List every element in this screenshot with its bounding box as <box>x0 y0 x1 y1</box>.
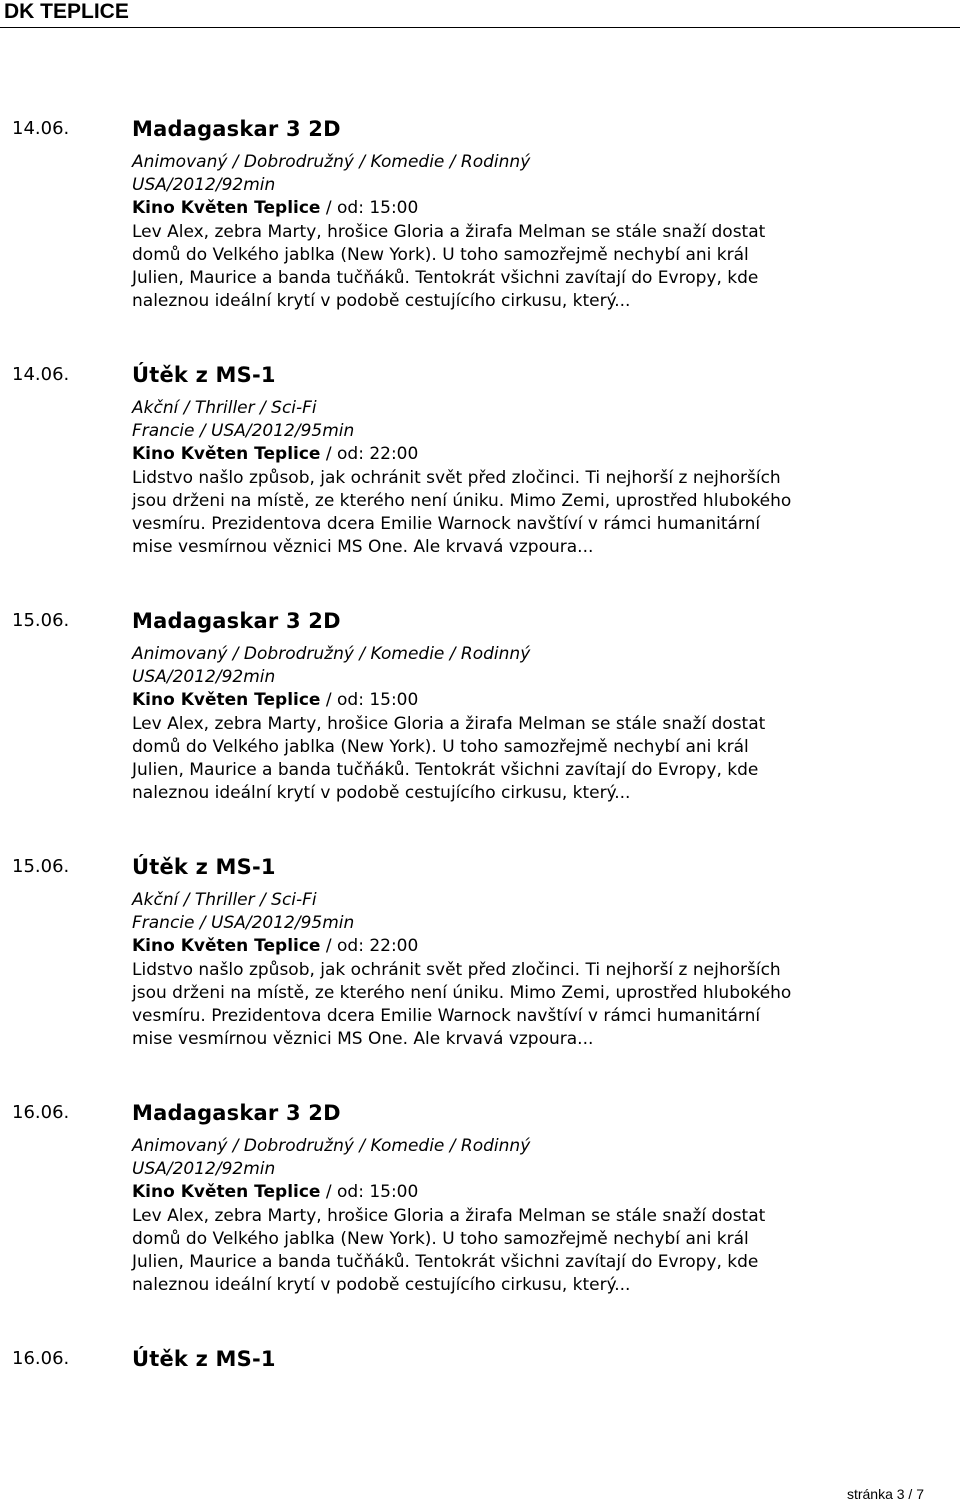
movie-genre: Animovaný / Dobrodružný / Komedie / Rodinný <box>132 1136 531 1156</box>
movie-description <box>132 713 872 806</box>
movie-description <box>132 959 872 1052</box>
screening-time: / od: 15:00 <box>320 198 419 219</box>
description-line: Lev Alex, zebra Marty, hrošice Gloria a žirafa Melman se stále snaží dostat <box>132 1205 766 1226</box>
description-line: Julien, Maurice a banda tučňáků. Tentokrát všichni zavítají do Evropy, kde <box>132 268 759 289</box>
description-line: vesmíru. Prezidentova dcera Emilie Warnock navštíví v rámci humanitární <box>132 514 761 535</box>
movie-description <box>132 467 872 560</box>
screening-venue-time <box>132 935 872 958</box>
description-line: Lidstvo našlo způsob, jak ochránit svět před zločinci. Ti nejhorší z nejhorších <box>132 959 781 980</box>
header-divider <box>0 27 960 28</box>
movie-info <box>132 889 872 1051</box>
movie-title: Madagaskar 3 2D <box>132 117 341 141</box>
movie-title: Útěk z MS-1 <box>132 855 276 879</box>
movie-genre: Akční / Thriller / Sci-Fi <box>132 398 317 418</box>
page-number: stránka 3 / 7 <box>846 1486 924 1502</box>
description-line: domů do Velkého jablka (New York). U toho samozřejmě nechybí ani král <box>132 736 749 757</box>
screening-date: 15.06. <box>12 610 70 631</box>
movie-info <box>132 151 872 313</box>
movie-title: Madagaskar 3 2D <box>132 1101 341 1125</box>
movie-title: Útěk z MS-1 <box>132 363 276 387</box>
description-line: naleznou ideální krytí v podobě cestujícího cirkusu, který... <box>132 783 631 804</box>
screening-venue-time <box>132 443 872 466</box>
cinema-name: Kino Květen Teplice <box>132 444 321 465</box>
description-line: jsou drženi na místě, ze kterého není úniku. Mimo Zemi, uprostřed hlubokého <box>132 982 792 1003</box>
description-line: domů do Velkého jablka (New York). U toho samozřejmě nechybí ani král <box>132 244 749 265</box>
screening-date: 16.06. <box>12 1348 70 1369</box>
description-line: vesmíru. Prezidentova dcera Emilie Warnock navštíví v rámci humanitární <box>132 1006 761 1027</box>
movie-description <box>132 221 872 314</box>
screening-venue-time <box>132 197 872 220</box>
movie-genre: Akční / Thriller / Sci-Fi <box>132 890 317 910</box>
movie-origin: Francie / USA/2012/95min <box>132 913 355 934</box>
description-line: Lev Alex, zebra Marty, hrošice Gloria a žirafa Melman se stále snaží dostat <box>132 221 766 242</box>
screening-date: 16.06. <box>12 1102 70 1123</box>
movie-origin: USA/2012/92min <box>132 1159 276 1180</box>
screening-time: / od: 15:00 <box>320 690 419 711</box>
movie-description <box>132 1205 872 1298</box>
description-line: jsou drženi na místě, ze kterého není úniku. Mimo Zemi, uprostřed hlubokého <box>132 490 792 511</box>
movie-title: Útěk z MS-1 <box>132 1347 276 1371</box>
movie-genre: Animovaný / Dobrodružný / Komedie / Rodinný <box>132 152 531 172</box>
screening-time: / od: 15:00 <box>320 1182 419 1203</box>
screening-date: 14.06. <box>12 118 70 139</box>
cinema-name: Kino Květen Teplice <box>132 1182 321 1203</box>
movie-origin: USA/2012/92min <box>132 175 276 196</box>
cinema-name: Kino Květen Teplice <box>132 690 321 711</box>
movie-genre: Animovaný / Dobrodružný / Komedie / Rodinný <box>132 644 531 664</box>
movie-info <box>132 643 872 805</box>
description-line: naleznou ideální krytí v podobě cestujícího cirkusu, který... <box>132 291 631 312</box>
movie-title: Madagaskar 3 2D <box>132 609 341 633</box>
screening-venue-time <box>132 1181 872 1204</box>
screening-time: / od: 22:00 <box>320 936 419 957</box>
description-line: domů do Velkého jablka (New York). U toho samozřejmě nechybí ani král <box>132 1228 749 1249</box>
movie-origin: Francie / USA/2012/95min <box>132 421 355 442</box>
screening-date: 15.06. <box>12 856 70 877</box>
movie-info <box>132 397 872 559</box>
screening-time: / od: 22:00 <box>320 444 419 465</box>
description-line: mise vesmírnou věznici MS One. Ale krvavá vzpoura... <box>132 537 594 558</box>
description-line: Lev Alex, zebra Marty, hrošice Gloria a žirafa Melman se stále snaží dostat <box>132 713 766 734</box>
cinema-name: Kino Květen Teplice <box>132 198 321 219</box>
page-header-title: DK TEPLICE <box>4 0 129 23</box>
cinema-name: Kino Květen Teplice <box>132 936 321 957</box>
screening-venue-time <box>132 689 872 712</box>
description-line: mise vesmírnou věznici MS One. Ale krvavá vzpoura... <box>132 1029 594 1050</box>
description-line: Julien, Maurice a banda tučňáků. Tentokrát všichni zavítají do Evropy, kde <box>132 760 759 781</box>
movie-info <box>132 1135 872 1297</box>
description-line: naleznou ideální krytí v podobě cestujícího cirkusu, který... <box>132 1275 631 1296</box>
description-line: Lidstvo našlo způsob, jak ochránit svět před zločinci. Ti nejhorší z nejhorších <box>132 467 781 488</box>
movie-origin: USA/2012/92min <box>132 667 276 688</box>
description-line: Julien, Maurice a banda tučňáků. Tentokrát všichni zavítají do Evropy, kde <box>132 1252 759 1273</box>
screening-date: 14.06. <box>12 364 70 385</box>
